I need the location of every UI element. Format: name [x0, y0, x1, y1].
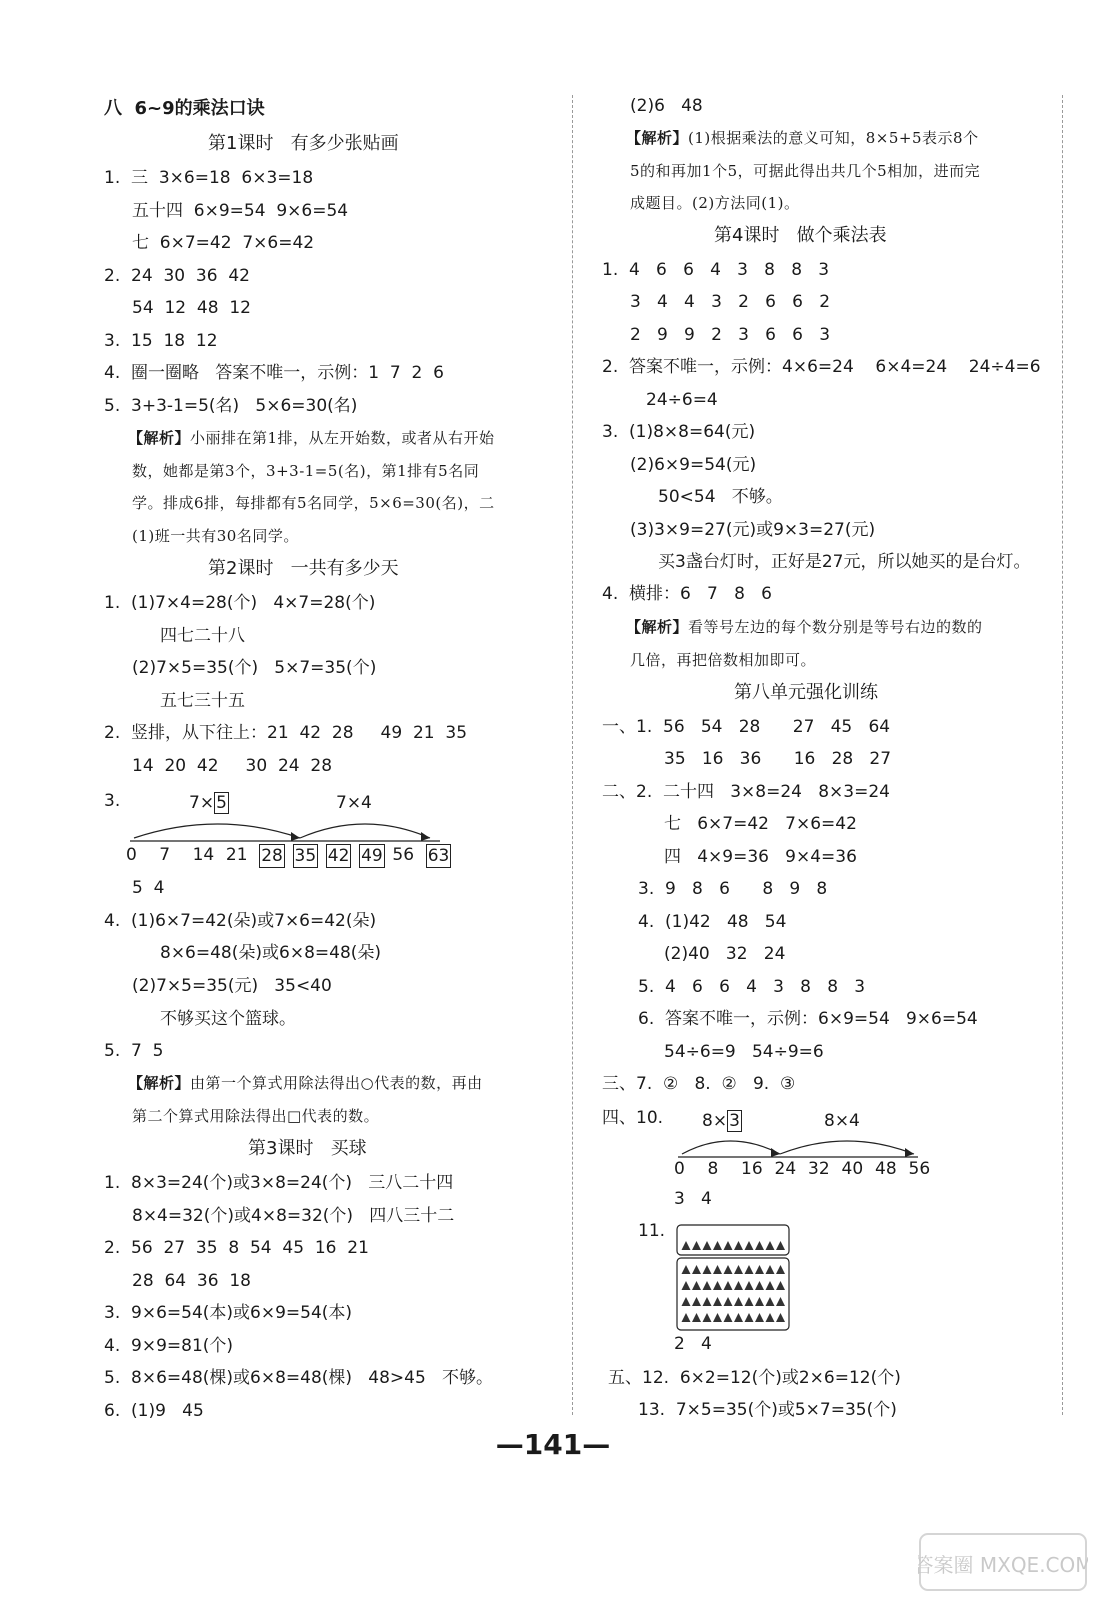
answer-line: (3)3×9=27(元)或9×3=27(元)	[630, 520, 876, 540]
answer-line: 七 6×7=42 7×6=42	[664, 814, 857, 834]
explanation-line: 几倍，再把倍数相加即可。	[630, 651, 817, 669]
answer-line: 4. (1)6×7=42(朵)或7×6=42(朵)	[104, 911, 377, 931]
explanation-line	[128, 427, 495, 449]
lesson4-title: 第4课时 做个乘法表	[714, 225, 887, 246]
tick-label: 0	[674, 1159, 685, 1179]
page-number: —141—	[495, 1428, 611, 1461]
explanation-line: 学。排成6排，每排都有5名同学，5×6=30(名)，二	[132, 494, 495, 512]
explanation-line	[626, 127, 979, 149]
answer-line: 三、7. ② 8. ② 9. ③	[602, 1074, 796, 1094]
tick-label: 8	[707, 1159, 719, 1179]
explanation-tag: 【解析】	[128, 1074, 191, 1092]
tick-label: 40	[841, 1159, 864, 1179]
tick-label: 56	[392, 845, 415, 865]
explanation-line: 成题目。(2)方法同(1)。	[630, 194, 800, 212]
lesson3-title: 第3课时 买球	[248, 1138, 367, 1159]
answer-line: 3. 15 18 12	[104, 331, 218, 351]
answer-line: 五七三十五	[160, 691, 245, 711]
tick-label: 24	[774, 1159, 797, 1179]
svg-text:答案圈 MXQE.COM: 答案圈 MXQE.COM	[918, 1553, 1088, 1577]
watermark-logo	[918, 1532, 1088, 1592]
answer-line: (2)40 32 24	[664, 944, 786, 964]
answer-line: 4. 圈一圈略 答案不唯一，示例：1 7 2 6	[104, 363, 444, 383]
answer-line: 1. 8×3=24(个)或3×8=24(个) 三八二十四	[104, 1173, 454, 1193]
tick-label: 49	[361, 846, 383, 866]
explanation-line	[128, 1072, 483, 1094]
answer-line: 3. 9 8 6 8 9 8	[638, 879, 828, 899]
answer-line: 3.	[104, 791, 121, 811]
explanation-line: 数，她都是第3个，3+3-1=5(名)，第1排有5名同	[132, 462, 480, 480]
tick-label: 7	[159, 845, 171, 865]
answer-box: 3	[729, 1111, 740, 1131]
answer-line: 2. 24 30 36 42	[104, 266, 250, 286]
number-line	[674, 1108, 934, 1180]
section-title: 八 6~9的乘法口诀	[104, 98, 265, 119]
explanation-tag: 【解析】	[626, 618, 689, 636]
jump-label: 7× 5	[189, 793, 227, 813]
answer-line: 不够买这个篮球。	[160, 1009, 296, 1029]
answer-line: 4. 横排：6 7 8 6	[602, 584, 772, 604]
answer-line: (2)6×9=54(元)	[630, 455, 757, 475]
tick-label: 42	[327, 846, 350, 866]
answer-line: 13. 7×5=35(个)或5×7=35(个)	[638, 1400, 897, 1420]
tick-label: 0	[126, 845, 137, 865]
answer-line: 28 64 36 18	[132, 1271, 251, 1291]
answer-line: 四 4×9=36 9×4=36	[664, 847, 857, 867]
answer-line: 1. 三 3×6=18 6×3=18	[104, 168, 314, 188]
explanation-text: 小丽排在第1排，从左开始数，或者从右开始	[190, 429, 495, 447]
tick-label: 48	[875, 1159, 897, 1179]
tick-label: 16	[741, 1159, 763, 1179]
answer-line: 买3盏台灯时，正好是27元，所以她买的是台灯。	[658, 552, 1031, 572]
tick-label: 32	[808, 1159, 830, 1179]
answer-line: 七 6×7=42 7×6=42	[132, 233, 315, 253]
answer-line: 3 4	[674, 1189, 712, 1209]
answer-line: (2)7×5=35(个) 5×7=35(个)	[132, 658, 377, 678]
lesson1-title: 第1课时 有多少张贴画	[208, 133, 399, 154]
triangle-grid-drawing	[676, 1224, 790, 1332]
answer-line: 五十四 6×9=54 9×6=54	[132, 201, 349, 221]
explanation-text: 看等号左边的每个数分别是等号右边的数的	[688, 618, 983, 636]
explanation-line: 第二个算式用除法得出□代表的数。	[132, 1107, 380, 1125]
number-line	[128, 790, 448, 870]
answer-line: 8×6=48(朵)或6×8=48(朵)	[160, 943, 382, 963]
jump-label: 7×4	[336, 793, 372, 813]
lesson2-title: 第2课时 一共有多少天	[208, 558, 399, 579]
answer-line: 14 20 42 30 24 28	[132, 756, 333, 776]
answer-line: 54÷6=9 54÷9=6	[664, 1042, 824, 1062]
answer-line: 四七二十八	[160, 626, 245, 646]
answer-line: 二、2. 二十四 3×8=24 8×3=24	[602, 782, 890, 802]
answer-line: 6. (1)9 45	[104, 1401, 204, 1421]
answer-line: 3. 9×6=54(本)或6×9=54(本)	[104, 1303, 353, 1323]
answer-line: 5. 7 5	[104, 1041, 164, 1061]
tick-label: 63	[427, 846, 450, 866]
answer-line: 4. (1)42 48 54	[638, 912, 787, 932]
answer-line: 54 12 48 12	[132, 298, 251, 318]
answer-line: 5 4	[132, 878, 165, 898]
explanation-tag: 【解析】	[128, 429, 191, 447]
right-edge-divider	[1062, 95, 1063, 1415]
tick-label: 28	[261, 846, 283, 866]
answer-line: 6. 答案不唯一，示例：6×9=54 9×6=54	[638, 1009, 978, 1029]
answer-line: 3. (1)8×8=64(元)	[602, 422, 756, 442]
answer-line: 2 4	[674, 1334, 712, 1354]
answer-line: 1. (1)7×4=28(个) 4×7=28(个)	[104, 593, 376, 613]
answer-line: 四、10.	[602, 1108, 664, 1128]
answer-line: 5. 4 6 6 4 3 8 8 3	[638, 977, 866, 997]
explanation-line: (1)班一共有30名同学。	[132, 527, 299, 545]
explanation-text: 由第一个算式用除法得出○代表的数，再由	[190, 1074, 483, 1092]
answer-line: 2. 56 27 35 8 54 45 16 21	[104, 1238, 369, 1258]
answer-line: 11.	[638, 1221, 666, 1241]
tick-label: 14	[192, 845, 215, 865]
answer-line: 8×4=32(个)或4×8=32(个) 四八三十二	[132, 1206, 455, 1226]
answer-line: 50<54 不够。	[658, 487, 783, 507]
tick-label: 35	[294, 846, 317, 866]
explanation-line: 5的和再加1个5，可据此得出共几个5相加，进而完	[630, 162, 981, 180]
answer-line: 35 16 36 16 28 27	[664, 749, 892, 769]
tick-label: 21	[225, 845, 248, 865]
answer-line: 24÷6=4	[646, 390, 718, 410]
explanation-text: (1)根据乘法的意义可知，8×5+5表示8个	[688, 129, 979, 147]
triangle-grid	[676, 1224, 790, 1337]
answer-line: 3 4 4 3 2 6 6 2	[630, 292, 831, 312]
answer-box: 5	[216, 793, 227, 813]
answer-line: (2)6 48	[630, 96, 703, 116]
answer-line: 5. 8×6=48(棵)或6×8=48(棵) 48>45 不够。	[104, 1368, 493, 1388]
answer-line: 4. 9×9=81(个)	[104, 1336, 234, 1356]
explanation-line	[626, 616, 983, 638]
jump-label: 8× 3	[702, 1111, 740, 1131]
column-divider	[572, 95, 573, 1415]
tick-label: 56	[908, 1159, 931, 1179]
answer-line: 5. 3+3-1=5(名) 5×6=30(名)	[104, 396, 358, 416]
answer-line: 2. 竖排，从下往上：21 42 28 49 21 35	[104, 723, 468, 743]
jump-label: 8×4	[824, 1111, 860, 1131]
answer-line: 2. 答案不唯一，示例：4×6=24 6×4=24 24÷4=6	[602, 357, 1041, 377]
answer-line: 1. 4 6 6 4 3 8 8 3	[602, 260, 830, 280]
answer-line: 一、1. 56 54 28 27 45 64	[602, 717, 891, 737]
explanation-tag: 【解析】	[626, 129, 689, 147]
answer-line: (2)7×5=35(元) 35<40	[132, 976, 332, 996]
answer-line: 2 9 9 2 3 6 6 3	[630, 325, 831, 345]
answer-line: 五、12. 6×2=12(个)或2×6=12(个)	[608, 1368, 901, 1388]
unit-title: 第八单元强化训练	[734, 682, 878, 703]
